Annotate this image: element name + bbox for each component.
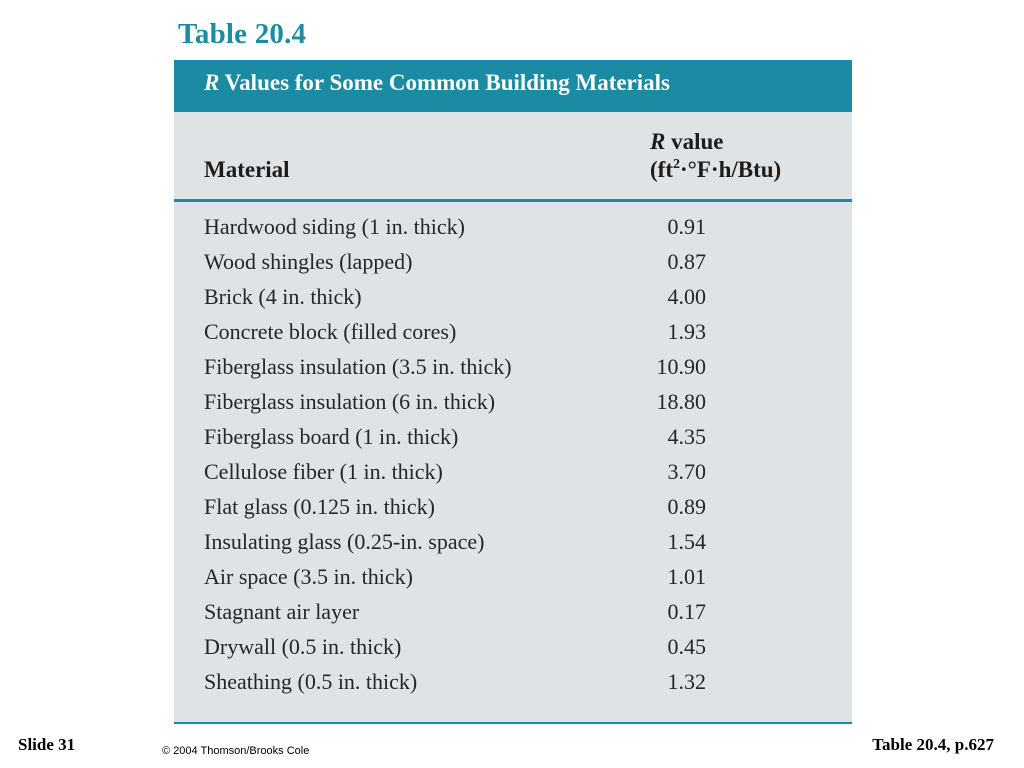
material-cell: Cellulose fiber (1 in. thick) xyxy=(204,459,443,484)
rvalue-cell: 0.45 xyxy=(667,634,706,659)
table-bottom-divider xyxy=(174,722,852,724)
table-caption-bar xyxy=(174,60,852,112)
column-header-material: Material xyxy=(204,157,290,182)
table-row xyxy=(174,284,852,319)
table-row xyxy=(174,599,852,634)
rvalue-cell: 0.17 xyxy=(667,599,706,624)
table-number-title: Table 20.4 xyxy=(178,18,307,50)
material-cell: Drywall (0.5 in. thick) xyxy=(204,634,402,659)
material-cell: Air space (3.5 in. thick) xyxy=(204,564,413,589)
table-row xyxy=(174,319,852,354)
table-row xyxy=(174,459,852,494)
table-row xyxy=(174,249,852,284)
table-row xyxy=(174,634,852,669)
units-post: ·°F·h/Btu) xyxy=(679,157,782,182)
material-cell: Flat glass (0.125 in. thick) xyxy=(204,494,435,519)
rvalue-cell: 1.54 xyxy=(667,529,706,554)
material-cell: Fiberglass board (1 in. thick) xyxy=(204,424,459,449)
source-reference: Table 20.4, p.627 xyxy=(872,735,994,754)
copyright-notice: © 2004 Thomson/Brooks Cole xyxy=(162,745,310,757)
table-row xyxy=(174,529,852,564)
slide-number: Slide 31 xyxy=(18,735,76,754)
units-pre: (ft xyxy=(650,157,673,182)
table-row xyxy=(174,214,852,249)
rvalue-cell: 18.80 xyxy=(656,389,706,414)
rvalue-cell: 0.91 xyxy=(667,214,706,239)
rvalue-cell: 1.93 xyxy=(667,319,706,344)
rvalue-cell: 4.35 xyxy=(667,424,706,449)
table-body xyxy=(174,112,852,724)
material-cell: Insulating glass (0.25-in. space) xyxy=(204,529,485,554)
material-cell: Hardwood siding (1 in. thick) xyxy=(204,214,465,239)
table-row xyxy=(174,424,852,459)
rvalue-r-symbol: R xyxy=(650,129,666,154)
rvalue-label: value xyxy=(665,129,724,154)
rvalue-cell: 10.90 xyxy=(656,354,706,379)
rvalue-cell: 3.70 xyxy=(667,459,706,484)
material-cell: Concrete block (filled cores) xyxy=(204,319,457,344)
table-caption xyxy=(204,70,670,96)
material-cell: Fiberglass insulation (6 in. thick) xyxy=(204,389,496,414)
table-row xyxy=(174,494,852,529)
material-cell: Stagnant air layer xyxy=(204,599,360,624)
table-rows xyxy=(174,214,852,704)
rvalue-units xyxy=(650,156,781,184)
caption-r-symbol: R xyxy=(204,70,220,95)
caption-text: Values for Some Common Building Materials xyxy=(219,70,670,95)
rvalue-cell: 4.00 xyxy=(667,284,706,309)
header-divider xyxy=(174,199,852,202)
table-row xyxy=(174,564,852,599)
table-row xyxy=(174,354,852,389)
material-cell: Wood shingles (lapped) xyxy=(204,249,413,274)
table-row xyxy=(174,389,852,424)
material-cell: Brick (4 in. thick) xyxy=(204,284,362,309)
rvalue-header-line1 xyxy=(650,128,781,156)
table-row xyxy=(174,669,852,704)
rvalue-cell: 1.01 xyxy=(667,564,706,589)
material-cell: Fiberglass insulation (3.5 in. thick) xyxy=(204,354,512,379)
rvalue-cell: 0.87 xyxy=(667,249,706,274)
rvalue-cell: 1.32 xyxy=(667,669,706,694)
material-cell: Sheathing (0.5 in. thick) xyxy=(204,669,418,694)
rvalue-cell: 0.89 xyxy=(667,494,706,519)
column-header-rvalue xyxy=(650,128,781,184)
units-superscript: 2 xyxy=(672,157,680,172)
